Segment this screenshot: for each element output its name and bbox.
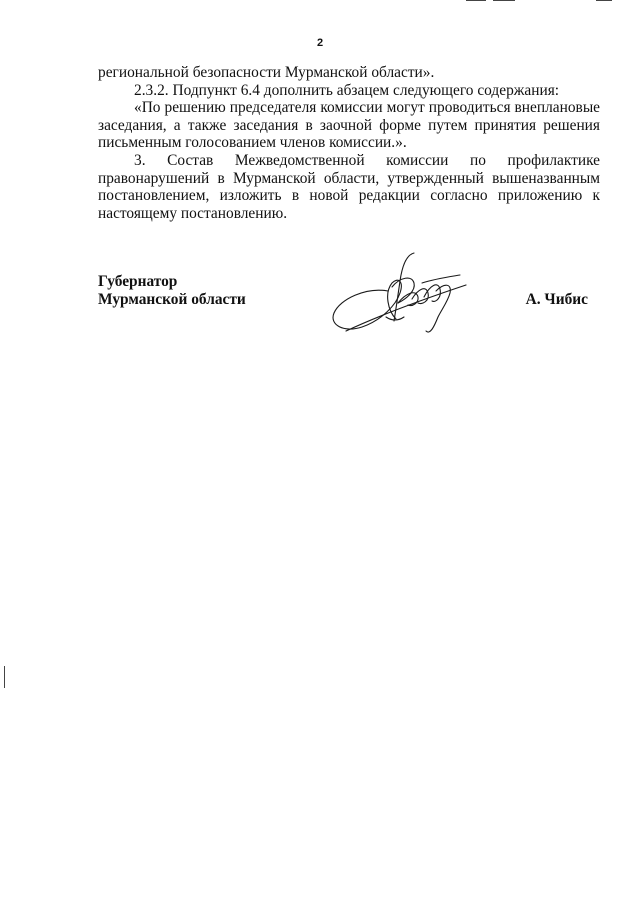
scan-artifact-top-3 xyxy=(596,0,612,1)
handwritten-signature xyxy=(326,247,476,337)
paragraph-point-3: 3. Состав Межведомственной комиссии по профилактике правонарушений в Мурманской области, утвержденный вышеназванным постановлением, изложить в новой редакции согласно приложению к настоящему постановлению. xyxy=(98,151,600,222)
page-number: 2 xyxy=(316,37,324,49)
paragraph-subpoint: 2.3.2. Подпункт 6.4 дополнить абзацем следующего содержания: xyxy=(134,81,560,99)
scan-artifact-top-2 xyxy=(493,0,515,1)
signer-position-line-2: Мурманской области xyxy=(98,291,246,308)
signature-block xyxy=(98,273,600,353)
scan-artifact-left xyxy=(4,666,5,688)
signer-position-line-1: Губернатор xyxy=(98,273,178,290)
scan-artifact-top-1 xyxy=(466,0,486,1)
document-body xyxy=(98,64,600,222)
signer-position xyxy=(98,273,246,309)
paragraph-continuation: региональной безопасности Мурманской области». xyxy=(98,64,435,81)
signer-name: А. Чибис xyxy=(525,291,588,308)
paragraph-quote: «По решению председателя комиссии могут проводиться внеплановые заседания, а также заседания в заочной форме путем принятия решения письменным голосованием членов комиссии.». xyxy=(98,99,600,152)
